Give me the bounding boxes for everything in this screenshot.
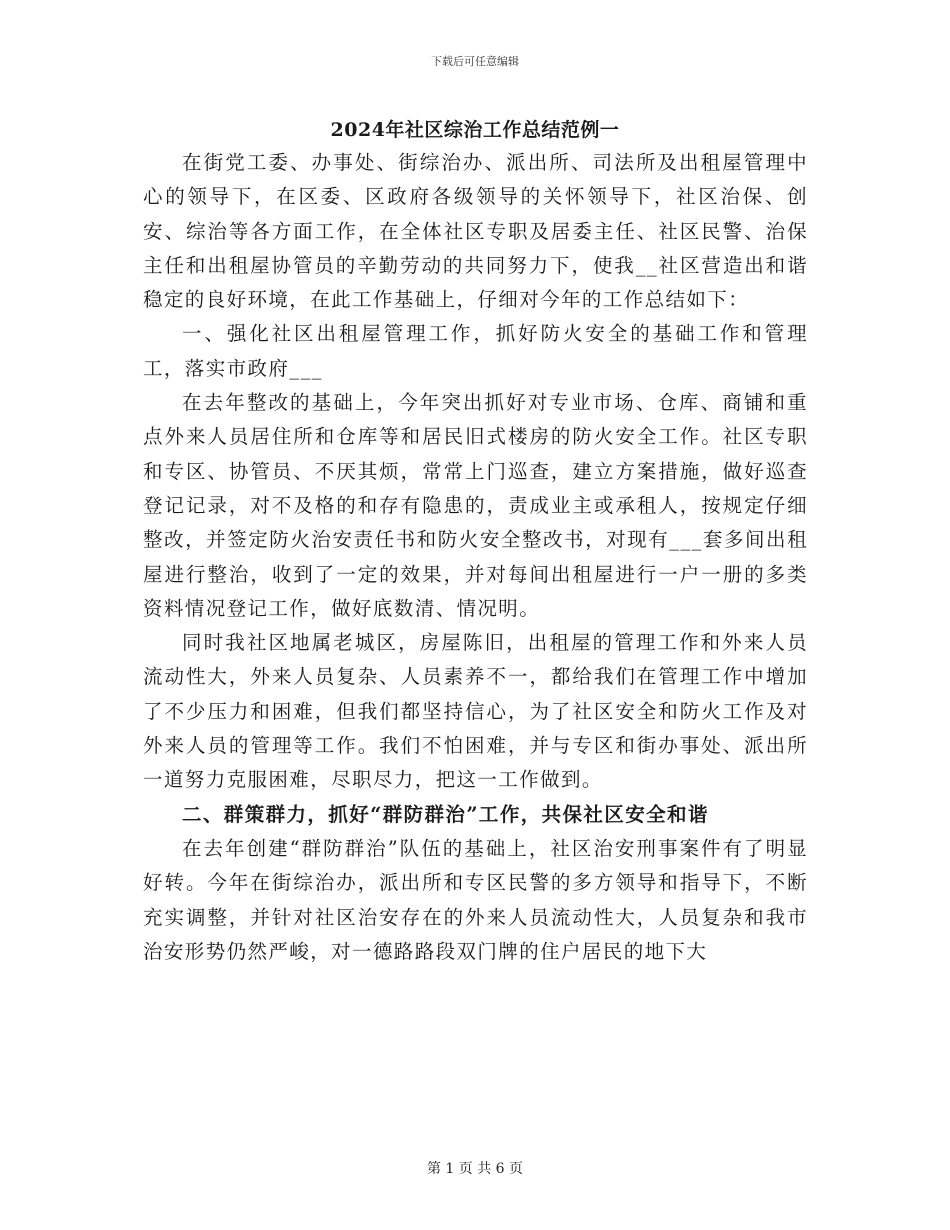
section-heading-2: 二、群策群力，抓好“群防群治”工作，共保社区安全和谐 (182, 802, 709, 826)
paragraph-group-defense: 在去年创建“群防群治”队伍的基础上，社区治安刑事案件有了明显好转。今年在街综治办，派出所和专区民警的多方领导和指导下，不断充实调整，并针对社区治安存在的外来人员流动性大，人员复杂和我市治安形势仍然严峻，对一德路路段双门牌的住户居民的地下大 (143, 836, 808, 963)
page-number: 第 1 页 共 6 页 (426, 1161, 524, 1177)
document-title: 2024年社区综治工作总结范例一 (330, 119, 620, 141)
header-note: 下载后可任意编辑 (431, 55, 519, 68)
section-heading-1: 一、强化社区出租屋管理工作，抓好防火安全的基础工作和管理工，落实市政府___ (143, 322, 808, 380)
document-body (143, 146, 808, 969)
paragraph-fire-safety: 在去年整改的基础上，今年突出抓好对专业市场、仓库、商铺和重点外来人员居住所和仓库等和居民旧式楼房的防火安全工作。社区专职和专区、协管员、不厌其烦，常常上门巡查，建立方案措施，做好巡查登记记录，对不及格的和存有隐患的，责成业主或承租人，按规定仔细整改，并签定防火治安责任书和防火安全整改书，对现有___套多间出租屋进行整治，收到了一定的效果，并对每间出租屋进行一户一册的多类资料情况登记工作，做好底数清、情况明。 (143, 391, 808, 620)
paragraph-intro: 在街党工委、办事处、街综治办、派出所、司法所及出租屋管理中心的领导下，在区委、区政府各级领导的关怀领导下，社区治保、创安、综治等各方面工作，在全体社区专职及居委主任、社区民警、治保主任和出租屋协管员的辛勤劳动的共同努力下，使我__社区营造出和谐稳定的良好环境，在此工作基础上，仔细对今年的工作总结如下： (143, 151, 808, 312)
paragraph-old-district: 同时我社区地属老城区，房屋陈旧，出租屋的管理工作和外来人员流动性大，外来人员复杂、人员素养不一，都给我们在管理工作中增加了不少压力和困难，但我们都坚持信心，为了社区安全和防火工作及对外来人员的管理等工作。我们不怕困难，并与专区和街办事处、派出所一道努力克服困难，尽职尽力，把这一工作做到。 (143, 631, 808, 792)
